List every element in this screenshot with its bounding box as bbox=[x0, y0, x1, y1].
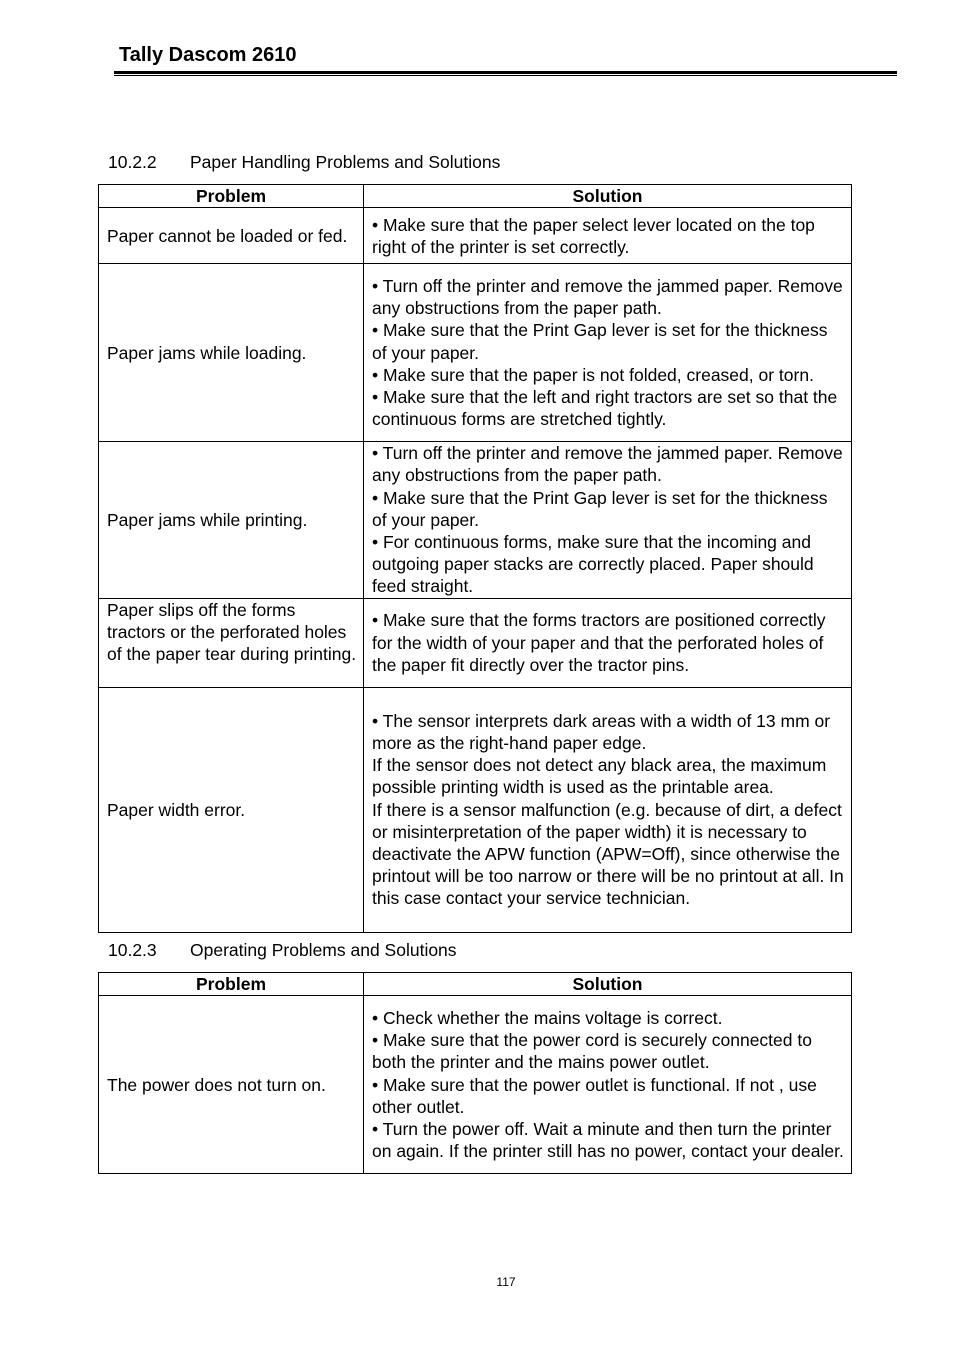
section-heading-paper-handling bbox=[108, 151, 500, 173]
paper-handling-table bbox=[98, 184, 852, 933]
table-row bbox=[99, 598, 852, 687]
solution-cell bbox=[364, 442, 852, 598]
table-row bbox=[99, 442, 852, 598]
problem-cell: Paper jams while printing. bbox=[99, 442, 364, 598]
section-title: Operating Problems and Solutions bbox=[190, 940, 457, 960]
solution-line: If the sensor does not detect any black area, the maximum possible printing width is used as the printable area. bbox=[372, 755, 827, 798]
solution-line: • Make sure that the Print Gap lever is set for the thickness of your paper. bbox=[372, 487, 828, 530]
table-row bbox=[99, 687, 852, 932]
solution-line: • Make sure that the Print Gap lever is set for the thickness of your paper. bbox=[372, 320, 828, 363]
section-number: 10.2.2 bbox=[108, 152, 157, 172]
operating-problems-table bbox=[98, 972, 852, 1174]
solution-line: • Turn off the printer and remove the jammed paper. Remove any obstructions from the paper path. bbox=[372, 275, 843, 319]
table-row bbox=[99, 208, 852, 264]
solution-cell bbox=[364, 687, 852, 932]
solution-cell bbox=[364, 208, 852, 264]
section-title: Paper Handling Problems and Solutions bbox=[190, 152, 501, 172]
solution-line: • Check whether the mains voltage is correct. bbox=[372, 1007, 723, 1028]
section-number: 10.2.3 bbox=[108, 940, 157, 960]
column-header-solution: Solution bbox=[364, 185, 852, 208]
solution-line: If there is a sensor malfunction (e.g. because of dirt, a defect or misinterpretation of the paper width) it is necessary to deactivate the APW function (APW=Off), since otherwise the printout will be too narrow or there will be no printout at all. In this case contact your service technician. bbox=[372, 799, 844, 909]
problem-cell: Paper cannot be loaded or fed. bbox=[99, 208, 364, 264]
problem-cell: Paper jams while loading. bbox=[99, 264, 364, 442]
solution-line: • Make sure that the power cord is securely connected to both the printer and the mains power outlet. bbox=[372, 1030, 812, 1073]
solution-line: • Make sure that the power outlet is functional. If not , use other outlet. bbox=[372, 1074, 817, 1117]
problem-cell: Paper width error. bbox=[99, 687, 364, 932]
solution-line: • The sensor interprets dark areas with a width of 13 mm or more as the right-hand paper edge. bbox=[372, 710, 831, 753]
solution-line: • Make sure that the paper is not folded, creased, or torn. bbox=[372, 364, 814, 385]
solution-line: • Make sure that the forms tractors are positioned correctly for the width of your paper and that the perforated holes of the paper fit directly over the tractor pins. bbox=[372, 610, 826, 675]
page-number: 117 bbox=[496, 1275, 516, 1289]
solution-line: • Turn the power off. Wait a minute and then turn the printer on again. If the printer still has no power, contact your dealer. bbox=[372, 1119, 844, 1162]
problem-cell: The power does not turn on. bbox=[99, 996, 364, 1174]
header-rule-thin bbox=[114, 75, 897, 76]
solution-line: • Make sure that the paper select lever located on the top right of the printer is set correctly. bbox=[372, 214, 815, 257]
document-title: Tally Dascom 2610 bbox=[119, 44, 297, 66]
column-header-problem: Problem bbox=[99, 973, 364, 996]
header-rule bbox=[114, 71, 897, 74]
solution-cell bbox=[364, 996, 852, 1174]
solution-line: • Make sure that the left and right tractors are set so that the continuous forms are stretched tightly. bbox=[372, 387, 838, 430]
solution-line: • Turn off the printer and remove the jammed paper. Remove any obstructions from the paper path. bbox=[372, 443, 843, 486]
section-heading-operating bbox=[108, 939, 457, 961]
solution-cell bbox=[364, 598, 852, 687]
table-header-row bbox=[99, 973, 852, 996]
solution-line: • For continuous forms, make sure that the incoming and outgoing paper stacks are correctly placed. Paper should feed straight. bbox=[372, 532, 814, 597]
column-header-problem: Problem bbox=[99, 185, 364, 208]
table-row bbox=[99, 264, 852, 442]
solution-cell bbox=[364, 264, 852, 442]
table-row bbox=[99, 996, 852, 1174]
table-header-row bbox=[99, 185, 852, 208]
problem-cell: Paper slips off the forms tractors or the perforated holes of the paper tear during printing. bbox=[99, 598, 364, 687]
column-header-solution: Solution bbox=[364, 973, 852, 996]
